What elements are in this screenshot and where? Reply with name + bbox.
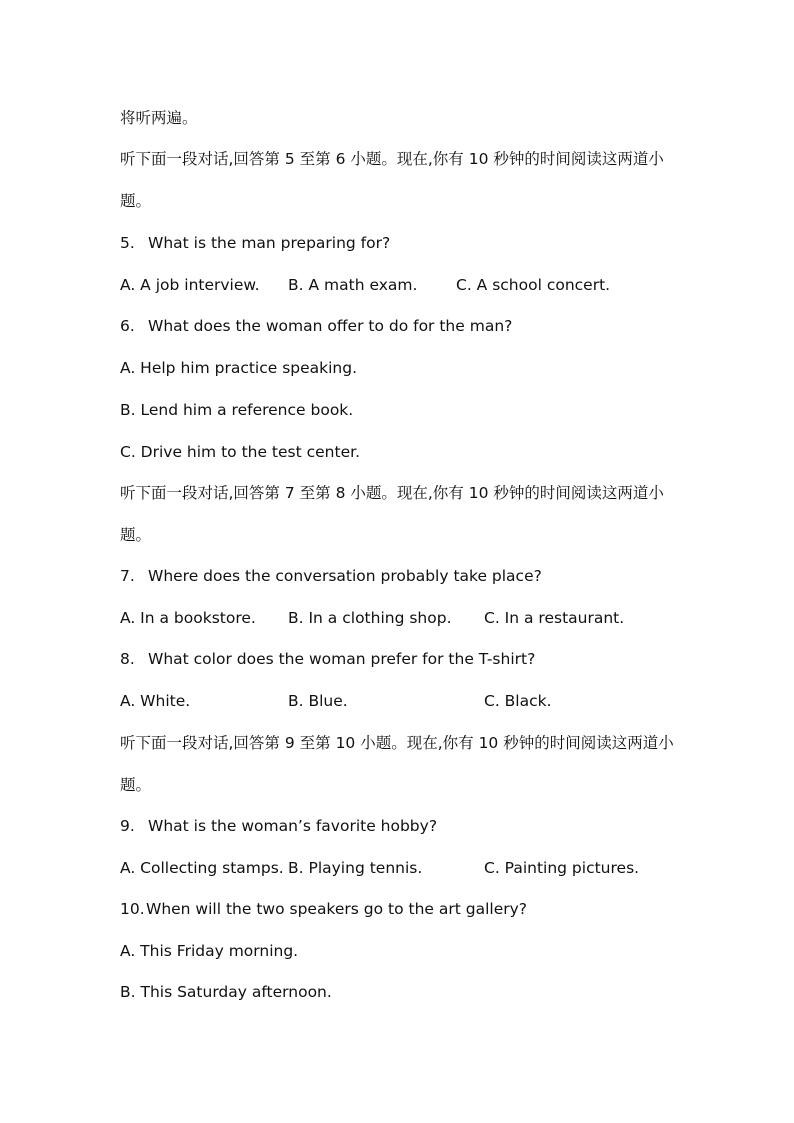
instruction-text: 题。 — [120, 526, 152, 544]
option-c: C. In a restaurant. — [484, 609, 625, 627]
options-row — [120, 608, 680, 628]
question-5 — [120, 233, 390, 253]
option-b: B. This Saturday afternoon. — [120, 983, 332, 1001]
option-c: C. Painting pictures. — [484, 859, 640, 877]
question-text: What is the woman’s favorite hobby? — [148, 817, 438, 835]
options-row — [120, 691, 680, 711]
option-b: B. In a clothing shop. — [288, 609, 452, 627]
question-8 — [120, 649, 535, 669]
option-b: B. Blue. — [288, 692, 348, 710]
question-text: Where does the conversation probably take place? — [148, 567, 542, 585]
instruction-text: 将听两遍。 — [120, 109, 198, 127]
instruction-text: 题。 — [120, 776, 152, 794]
option-b: B. A math exam. — [288, 276, 418, 294]
option-a: A. Collecting stamps. — [120, 859, 284, 877]
question-number: 6. — [120, 317, 135, 335]
option-a: A. White. — [120, 692, 191, 710]
question-text: What is the man preparing for? — [148, 234, 391, 252]
question-6 — [120, 316, 512, 336]
instruction-text: 听下面一段对话,回答第 5 至第 6 小题。现在,你有 10 秒钟的时间阅读这两道小 — [120, 150, 664, 168]
option-c: C. Black. — [484, 692, 552, 710]
options-row — [120, 275, 680, 295]
question-10 — [120, 899, 527, 919]
question-number: 9. — [120, 817, 135, 835]
option-a: A. This Friday morning. — [120, 942, 299, 960]
instruction-text: 听下面一段对话,回答第 7 至第 8 小题。现在,你有 10 秒钟的时间阅读这两道小 — [120, 484, 664, 502]
option-b: B. Playing tennis. — [288, 859, 423, 877]
question-number: 10. — [120, 900, 145, 918]
question-9 — [120, 816, 437, 836]
option-a: A. A job interview. — [120, 276, 260, 294]
question-number: 7. — [120, 567, 135, 585]
question-number: 5. — [120, 234, 135, 252]
question-text: What does the woman offer to do for the man? — [148, 317, 513, 335]
question-number: 8. — [120, 650, 135, 668]
option-c: C. Drive him to the test center. — [120, 443, 361, 461]
option-a: A. In a bookstore. — [120, 609, 256, 627]
instruction-text: 听下面一段对话,回答第 9 至第 10 小题。现在,你有 10 秒钟的时间阅读这两道小 — [120, 734, 674, 752]
option-b: B. Lend him a reference book. — [120, 401, 354, 419]
option-a: A. Help him practice speaking. — [120, 359, 358, 377]
question-text: What color does the woman prefer for the T-shirt? — [148, 650, 536, 668]
option-c: C. A school concert. — [456, 276, 611, 294]
options-row — [120, 858, 680, 878]
instruction-text: 题。 — [120, 192, 152, 210]
question-text: When will the two speakers go to the art gallery? — [146, 900, 528, 918]
question-7 — [120, 566, 542, 586]
